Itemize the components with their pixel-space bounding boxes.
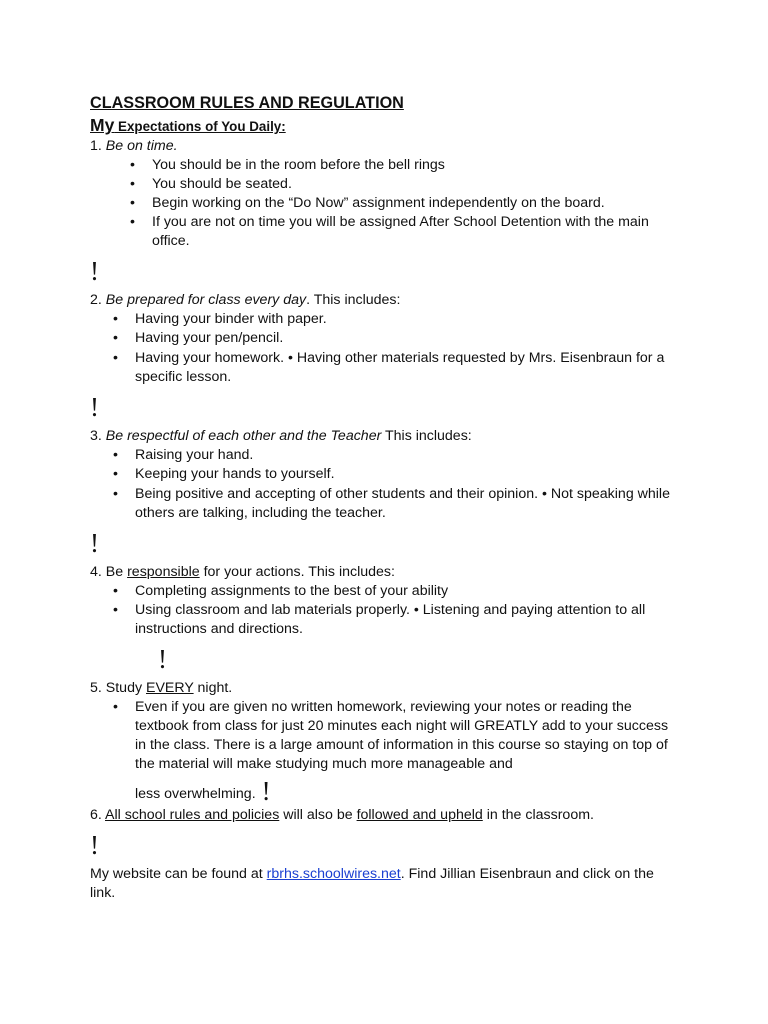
rule-4-underlined: responsible <box>127 564 200 580</box>
rule-2-list <box>135 310 680 387</box>
separator-row <box>90 639 680 679</box>
exclamation-mark: ! <box>90 256 99 286</box>
separator-row <box>90 251 680 291</box>
rule-6-mid: will also be <box>279 807 357 823</box>
list-item: • Begin working on the “Do Now” assignment independently on the board. <box>152 194 680 213</box>
rule-1-list <box>152 156 680 251</box>
website-note <box>90 865 680 903</box>
exclamation-mark: ! <box>261 776 271 806</box>
list-item: • You should be seated. <box>152 175 680 194</box>
rule-1 <box>90 137 680 156</box>
rule-5-list <box>135 698 680 804</box>
rule-3-list <box>135 446 680 523</box>
rule-6 <box>90 806 680 825</box>
rule-4 <box>90 563 680 582</box>
rule-3-number: 3. <box>90 428 106 444</box>
rule-5-post: night. <box>193 680 233 696</box>
document-subtitle <box>90 115 680 137</box>
list-item: • Raising your hand. <box>135 446 680 465</box>
document-body <box>90 93 680 903</box>
rule-6-post: in the classroom. <box>482 807 594 823</box>
list-item: • Having your homework. • Having other materials requested by Mrs. Eisenbraun for a specific lesson. <box>135 349 680 387</box>
rule-1-heading: Be on time. <box>105 138 178 154</box>
rule-4-list <box>135 582 680 639</box>
exclamation-mark: ! <box>158 644 167 674</box>
rule-5-pre: 5. Study <box>90 680 146 696</box>
rule-4-post: for your actions. This includes: <box>199 564 395 580</box>
exclamation-mark: ! <box>90 392 99 422</box>
rule-5-item-last-line <box>135 776 680 806</box>
separator-row <box>90 387 680 427</box>
list-item: • If you are not on time you will be assigned After School Detention with the main office. <box>152 213 680 251</box>
rule-6-pre: 6. <box>90 807 105 823</box>
rule-4-pre: 4. Be <box>90 564 128 580</box>
website-note-post: . Find Jillian Eisenbraun and click on the link. <box>90 866 654 901</box>
rule-2-tail: . This includes: <box>306 292 401 308</box>
rule-3 <box>90 427 680 446</box>
subtitle-my: My <box>90 115 115 135</box>
rule-5-item-text: Even if you are given no written homework, reviewing your notes or reading the textbook from class for just 20 minutes each night will GREATLY add to your success in the class. There is a large amount of information in this course so staying on top of the material will make studying much more manageable and <box>135 699 669 772</box>
rule-3-tail: This includes: <box>381 428 472 444</box>
separator-row <box>90 825 680 865</box>
rule-6-underlined-1: All school rules and policies <box>105 807 280 823</box>
list-item: • Being positive and accepting of other students and their opinion. • Not speaking while others are talking, including the teacher. <box>135 485 680 523</box>
rule-2-heading: Be prepared for class every day <box>105 292 307 308</box>
document-title: CLASSROOM RULES AND REGULATION <box>90 94 404 112</box>
rule-2 <box>90 291 680 310</box>
rule-5 <box>90 679 680 698</box>
rule-6-underlined-2: followed and upheld <box>356 807 483 823</box>
exclamation-mark: ! <box>90 528 99 558</box>
list-item: • You should be in the room before the bell rings <box>152 156 680 175</box>
rule-5-item-end: less overwhelming. <box>135 786 256 802</box>
list-item: • Keeping your hands to yourself. <box>135 465 680 484</box>
list-item: • Completing assignments to the best of your ability <box>135 582 680 601</box>
rule-1-number: 1. <box>90 138 106 154</box>
exclamation-mark: ! <box>90 830 99 860</box>
list-item: • Having your binder with paper. <box>135 310 680 329</box>
rule-5-underlined: EVERY <box>146 680 194 696</box>
list-item <box>135 698 680 804</box>
website-note-pre: My website can be found at <box>90 866 267 882</box>
list-item: • Using classroom and lab materials properly. • Listening and paying attention to all instructions and directions. <box>135 601 680 639</box>
separator-row <box>90 523 680 563</box>
list-item: • Having your pen/pencil. <box>135 329 680 348</box>
website-link[interactable]: rbrhs.schoolwires.net <box>266 866 401 882</box>
subtitle-rest: Expectations of You Daily: <box>114 119 286 134</box>
rule-3-heading: Be respectful of each other and the Teacher <box>105 428 382 444</box>
rule-2-number: 2. <box>90 292 106 308</box>
